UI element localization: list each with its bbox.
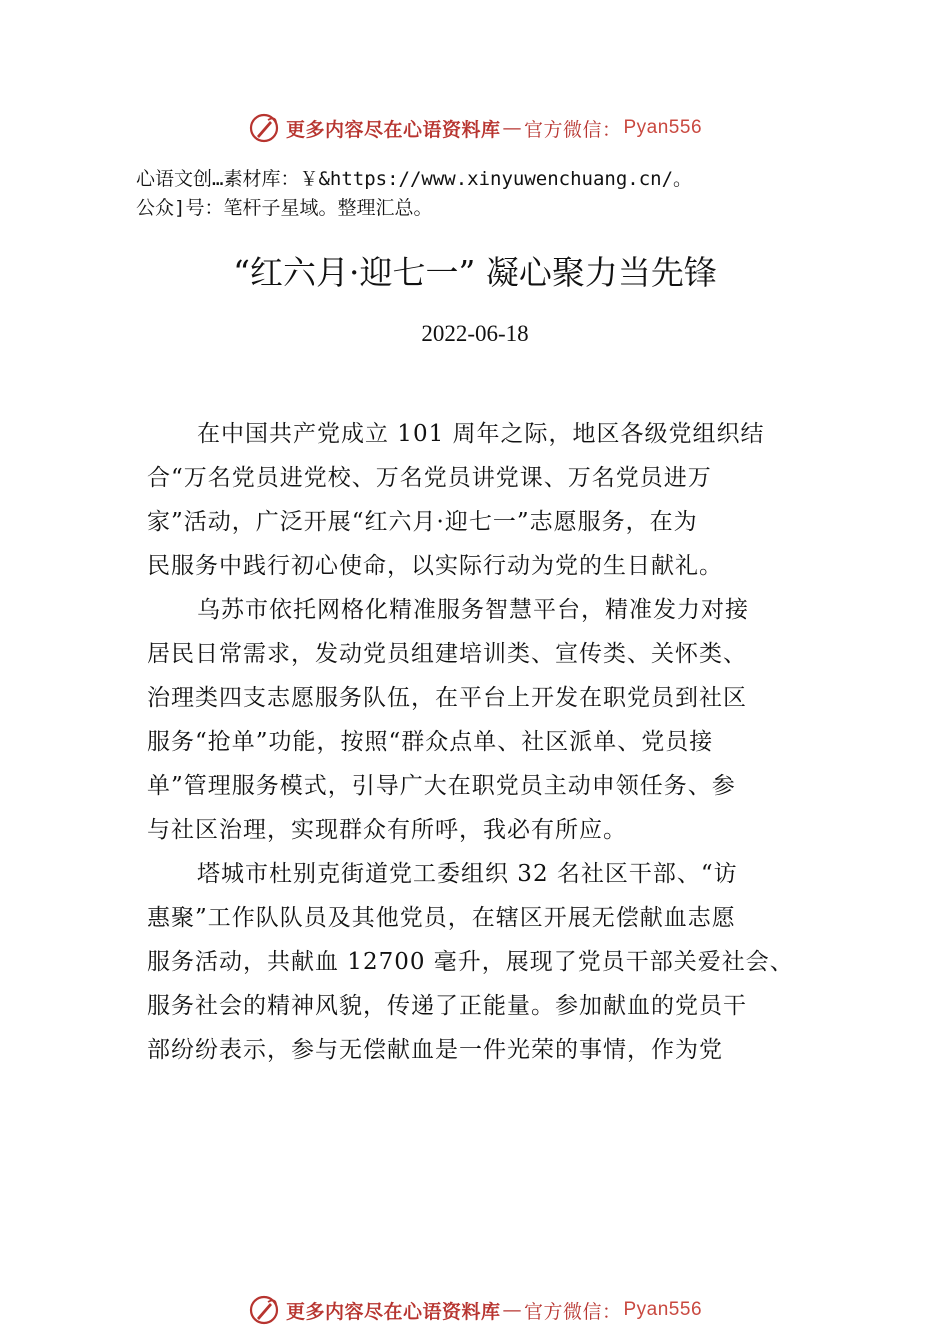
article-title: “红六月·迎七一” 凝心聚力当先锋 — [233, 253, 717, 292]
body-line: 与社区治理，实现群众有所呼，我必有所应。 — [147, 817, 627, 843]
pen-logo-icon — [248, 112, 280, 144]
banner-separator: — — [502, 1299, 522, 1321]
body-line: 合“万名党员进党校、万名党员讲党课、万名党员进万 — [147, 465, 712, 491]
article-date: 2022-06-18 — [421, 321, 529, 346]
source-line-1: 心语文创…素材库：￥&https://www.xinyuwenchuang.cn/。 — [136, 168, 693, 190]
pen-logo-icon — [248, 1294, 280, 1326]
banner-brand-text: 更多内容尽在心语资料库 — [285, 118, 501, 141]
body-line: 服务“抢单”功能，按照“群众点单、社区派单、党员接 — [147, 729, 714, 755]
body-line: 居民日常需求，发动党员组建培训类、宣传类、关怀类、 — [147, 641, 747, 667]
body-line: 民服务中践行初心使命，以实际行动为党的生日献礼。 — [147, 553, 723, 579]
body-line: 部纷纷表示，参与无偿献血是一件光荣的事情，作为党 — [147, 1037, 723, 1063]
banner-wechat-id: Pyan556 — [623, 117, 703, 138]
body-line: 在中国共产党成立 101 周年之际，地区各级党组织结 — [197, 421, 765, 447]
banner-wechat-label: 官方微信： — [523, 118, 622, 141]
banner-separator: — — [502, 117, 522, 139]
article-body — [147, 412, 807, 1072]
body-line: 服务活动，共献血 12700 毫升，展现了党员干部关爱社会、 — [147, 949, 794, 975]
body-line: 家”活动，广泛开展“红六月·迎七一”志愿服务，在为 — [147, 509, 698, 535]
body-line: 惠聚”工作队队员及其他党员，在辖区开展无偿献血志愿 — [147, 905, 736, 931]
banner-wechat-id: Pyan556 — [623, 1299, 703, 1320]
source-line-2: 公众]号：笔杆子星域。整理汇总。 — [136, 197, 433, 219]
body-line: 塔城市杜别克街道党工委组织 32 名社区干部、“访 — [197, 861, 738, 887]
body-line: 乌苏市依托网格化精准服务智慧平台，精准发力对接 — [197, 597, 749, 623]
header-banner — [0, 108, 950, 148]
body-line: 治理类四支志愿服务队伍，在平台上开发在职党员到社区 — [147, 685, 747, 711]
body-line: 服务社会的精神风貌，传递了正能量。参加献血的党员干 — [147, 993, 747, 1019]
banner-brand-text: 更多内容尽在心语资料库 — [285, 1300, 501, 1323]
body-line: 单”管理服务模式，引导广大在职党员主动申领任务、参 — [147, 773, 736, 799]
footer-banner — [0, 1290, 950, 1330]
banner-wechat-label: 官方微信： — [523, 1300, 622, 1323]
